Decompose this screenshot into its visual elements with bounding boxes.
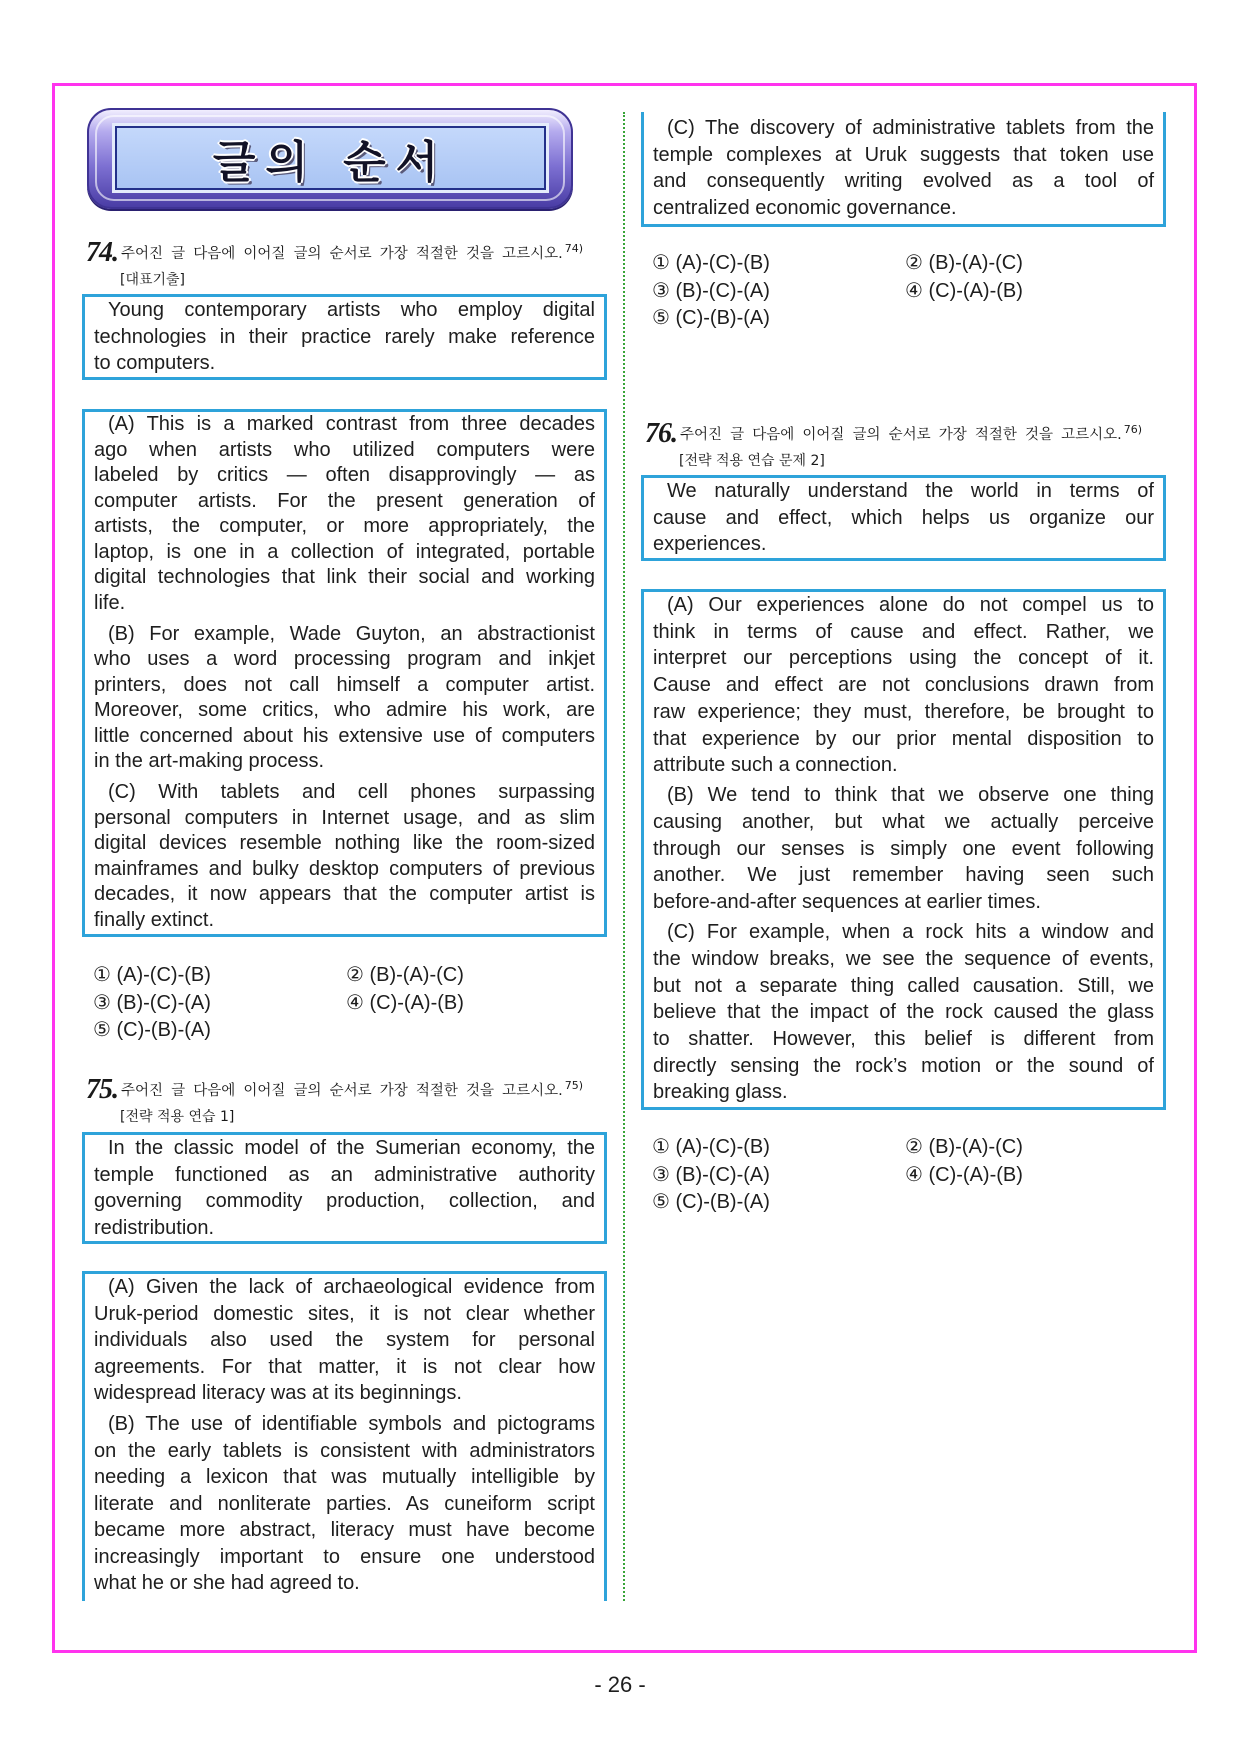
text-line: Cause and effect are not conclusions drawn from xyxy=(653,674,1154,697)
text-line: (B) The use of identifiable symbols and pictograms xyxy=(108,1413,595,1435)
text-line: (A) Our experiences alone do not compel us to xyxy=(667,594,1154,616)
text-line: through our senses is simply one event following xyxy=(653,837,1154,860)
text-line: ago when artists who utilized computers were xyxy=(94,438,595,461)
choice-3: ③ (B)-(C)-(A) xyxy=(652,279,770,302)
footnote-ref: 76) xyxy=(1123,423,1143,436)
text-line: (C) The discovery of administrative tablets from the xyxy=(667,117,1154,139)
text-line: attribute such a connection. xyxy=(653,754,898,777)
text-line: printers, does not call himself a computer artist. xyxy=(94,673,595,696)
text-line: in the art-making process. xyxy=(94,750,325,772)
text-line: mainframes and bulky desktop computers of previous xyxy=(94,857,595,880)
column-divider xyxy=(623,112,625,1601)
question-source-tag: [전략 적용 연습 문제 2] xyxy=(679,453,825,469)
text-line: redistribution. xyxy=(94,1216,215,1239)
text-line: to shatter. However, this belief is different from xyxy=(653,1028,1154,1051)
text-line: technologies in their practice rarely make reference xyxy=(94,325,595,348)
text-line: another. We just remember having seen such xyxy=(653,864,1154,887)
text-line: who uses a word processing program and inkjet xyxy=(94,648,595,670)
text-line: (B) For example, Wade Guyton, an abstractionist xyxy=(108,622,595,645)
text-line: life. xyxy=(94,591,126,614)
text-line: Moreover, some critics, who admire his work, are xyxy=(94,699,595,721)
text-line: that experience by our prior mental disposition to xyxy=(653,727,1154,750)
text-line: individuals also used the system for personal xyxy=(94,1329,595,1351)
question-74-header xyxy=(86,237,607,292)
passage-c xyxy=(653,919,1154,1106)
text-line: little concerned about his extensive use of computers xyxy=(94,724,595,747)
text-line: governing commodity production, collection, and xyxy=(94,1190,595,1212)
footnote-ref: 74) xyxy=(564,242,584,255)
given-text-box xyxy=(641,475,1166,561)
question-75-header xyxy=(86,1074,607,1129)
passages-box xyxy=(641,589,1166,1110)
passage-a xyxy=(94,412,595,616)
text-line: widespread literacy was at its beginnings. xyxy=(94,1382,462,1404)
text-line: to computers. xyxy=(94,352,216,374)
text-line: and consequently writing evolved as a tool of xyxy=(653,170,1154,192)
given-text-box xyxy=(82,1132,607,1244)
choice-1: ① (A)-(C)-(B) xyxy=(652,252,770,274)
passage-a xyxy=(94,1274,595,1407)
choice-5: ⑤ (C)-(B)-(A) xyxy=(652,307,770,330)
text-line: but not a separate thing called causation. Still, we xyxy=(653,974,1154,997)
choice-1: ① (A)-(C)-(B) xyxy=(93,964,211,986)
instruction-text: 주어진 글 다음에 이어질 글의 순서로 가장 적절한 것을 고르시오. xyxy=(680,427,1122,443)
section-title: 글의 순서 xyxy=(212,137,449,188)
text-line: decades, it now appears that the computer artist is xyxy=(94,883,595,905)
text-line: digital technologies that link their social and working xyxy=(94,566,595,588)
choice-2: ② (B)-(A)-(C) xyxy=(905,1136,1023,1158)
passages-box xyxy=(82,1271,607,1601)
text-line: literate and nonliterate parties. As cuneiform script xyxy=(94,1492,595,1515)
passage-b xyxy=(94,1411,595,1597)
section-title-panel xyxy=(115,126,546,190)
text-line: cause and effect, which helps us organize our xyxy=(653,506,1154,529)
instruction-text: 주어진 글 다음에 이어질 글의 순서로 가장 적절한 것을 고르시오. xyxy=(121,246,563,262)
question-source-tag: [대표기출] xyxy=(120,272,186,288)
choice-4: ④ (C)-(A)-(B) xyxy=(905,1163,1023,1186)
choice-2: ② (B)-(A)-(C) xyxy=(905,252,1023,274)
text-line: temple complexes at Uruk suggests that token use xyxy=(653,143,1154,166)
text-line: think in terms of cause and effect. Rather, we xyxy=(653,620,1154,643)
choice-2: ② (B)-(A)-(C) xyxy=(346,964,464,986)
question-76-header xyxy=(645,418,1166,473)
text-line: before-and-after sequences at earlier times. xyxy=(653,891,1041,914)
text-line: raw experience; they must, therefore, be brought to xyxy=(653,700,1154,723)
text-line: interpret our perceptions using the concept of it. xyxy=(653,647,1154,670)
text-line: needing a lexicon that was mutually intelligible by xyxy=(94,1466,595,1488)
passage-a xyxy=(653,592,1154,779)
answer-choices xyxy=(641,250,1166,334)
text-line: (A) This is a marked contrast from three decades xyxy=(108,413,595,435)
choice-1: ① (A)-(C)-(B) xyxy=(652,1136,770,1158)
text-line: finally extinct. xyxy=(94,908,215,931)
question-number: 76. xyxy=(645,418,677,449)
text-line: digital devices resemble nothing like the room-sized xyxy=(94,832,595,854)
text-line: artists, the computer, or more appropriately, the xyxy=(94,515,595,537)
text-line: became more abstract, literacy must have become xyxy=(94,1519,595,1541)
text-line: what he or she had agreed to. xyxy=(94,1572,360,1594)
text-line: directly sensing the rock’s motion or the sound of xyxy=(653,1054,1154,1077)
given-text-box xyxy=(82,294,607,380)
choice-3: ③ (B)-(C)-(A) xyxy=(652,1163,770,1186)
page-number: - 26 - xyxy=(594,1672,646,1697)
text-line: on the early tablets is consistent with administrators xyxy=(94,1439,595,1462)
question-number: 75. xyxy=(86,1074,118,1105)
text-line: temple functioned as an administrative authority xyxy=(94,1163,595,1186)
choice-5: ⑤ (C)-(B)-(A) xyxy=(93,1019,211,1042)
text-line: labeled by critics — often disapprovingly — as xyxy=(94,464,595,486)
instruction-text: 주어진 글 다음에 이어질 글의 순서로 가장 적절한 것을 고르시오. xyxy=(121,1083,563,1099)
choice-3: ③ (B)-(C)-(A) xyxy=(93,991,211,1014)
given-text xyxy=(94,1135,595,1241)
choice-5: ⑤ (C)-(B)-(A) xyxy=(652,1191,770,1214)
text-line: Young contemporary artists who employ digital xyxy=(108,299,595,321)
text-line: breaking glass. xyxy=(653,1081,788,1104)
choice-4: ④ (C)-(A)-(B) xyxy=(905,279,1023,302)
text-line: believe that the impact of the rock caused the glass xyxy=(653,1001,1154,1024)
text-line: We naturally understand the world in terms of xyxy=(667,480,1154,502)
text-line: causing another, but what we actually perceive xyxy=(653,811,1154,834)
passages-box-continued xyxy=(641,112,1166,227)
text-line: the window breaks, we see the sequence of events, xyxy=(653,947,1154,970)
text-line: experiences. xyxy=(653,533,767,555)
answer-choices xyxy=(641,1134,1166,1218)
choice-4: ④ (C)-(A)-(B) xyxy=(346,991,464,1014)
question-instruction xyxy=(680,421,1142,449)
text-line: (B) We tend to think that we observe one thing xyxy=(667,784,1154,807)
text-line: centralized economic governance. xyxy=(653,196,957,219)
answer-choices xyxy=(82,962,607,1046)
question-instruction xyxy=(121,1077,583,1105)
given-text xyxy=(653,478,1154,558)
text-line: laptop, is one in a collection of integrated, portable xyxy=(94,540,595,563)
text-line: increasingly important to ensure one understood xyxy=(94,1545,595,1568)
question-source-tag: [전략 적용 연습 1] xyxy=(120,1109,235,1125)
section-title-banner xyxy=(87,108,573,209)
text-line: Uruk-period domestic sites, it is not clear whether xyxy=(94,1302,595,1325)
text-line: computer artists. For the present generation of xyxy=(94,489,595,512)
passage-c xyxy=(653,115,1154,221)
passage-c xyxy=(94,780,595,933)
text-line: personal computers in Internet usage, and as slim xyxy=(94,806,595,829)
passage-b xyxy=(94,622,595,775)
passages-box xyxy=(82,409,607,937)
question-instruction xyxy=(121,240,583,268)
text-line: agreements. For that matter, it is not clear how xyxy=(94,1355,595,1378)
text-line: (C) With tablets and cell phones surpassing xyxy=(108,781,595,803)
passage-b xyxy=(653,782,1154,916)
text-line: In the classic model of the Sumerian economy, the xyxy=(108,1137,595,1159)
given-text xyxy=(94,297,595,377)
footnote-ref: 75) xyxy=(564,1079,584,1092)
text-line: (A) Given the lack of archaeological evidence from xyxy=(108,1276,595,1298)
text-line: (C) For example, when a rock hits a window and xyxy=(667,921,1154,944)
question-number: 74. xyxy=(86,237,118,268)
